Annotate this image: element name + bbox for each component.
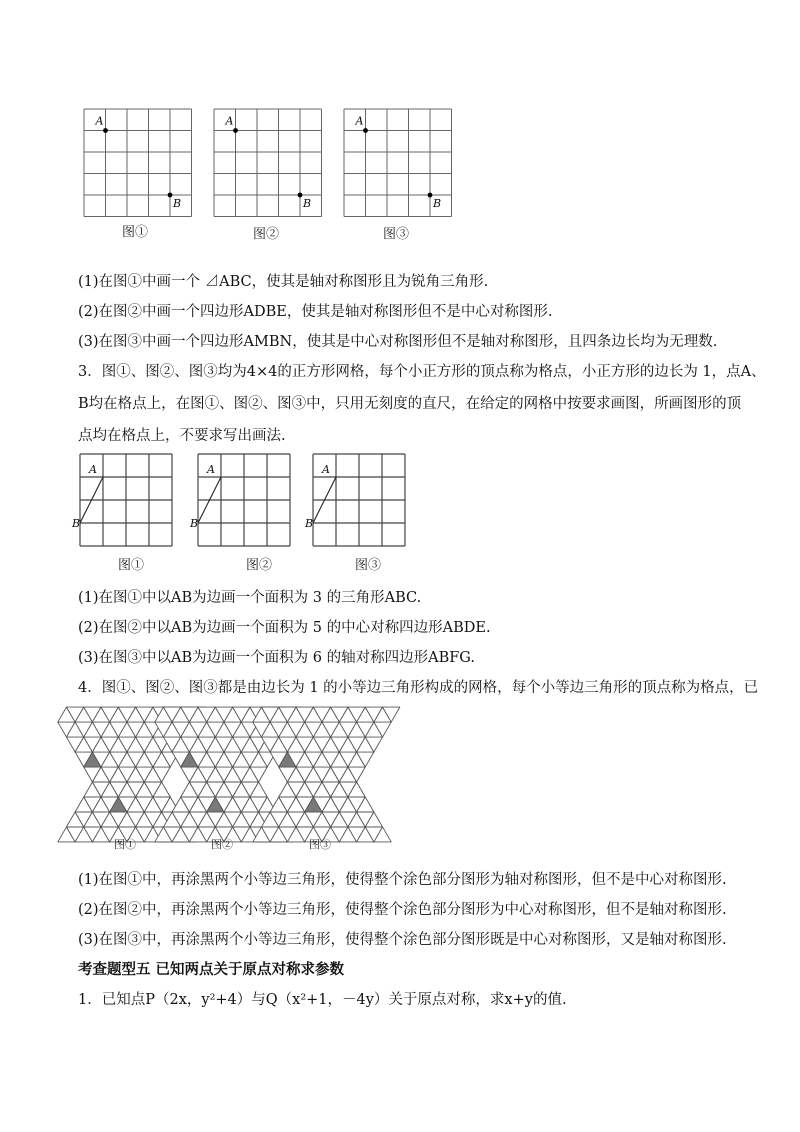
- q2-caption-2: 图②: [253, 227, 280, 242]
- point-a-dot: [363, 128, 368, 133]
- point-b-label: B: [303, 197, 312, 210]
- q2-figure-3: [340, 105, 450, 215]
- point-b-label: B: [305, 517, 314, 530]
- point-b-label: B: [190, 517, 199, 530]
- q3-figure-1: [72, 452, 182, 548]
- q4-part-3: (3)在图③中，再涂黑两个小等边三角形，使得整个涂色部分图形既是中心对称图形，又是轴对称图形.: [78, 932, 727, 948]
- q4-line-1: 4．图①、图②、图③都是由边长为 1 的小等边三角形构成的网格，每个小等边三角形的顶点称为格点，已: [78, 680, 759, 696]
- q4-caption-1: 图①: [114, 838, 136, 851]
- point-b-dot: [168, 193, 173, 198]
- q3-part-1: (1)在图①中以AB为边画一个面积为 3 的三角形ABC.: [78, 590, 422, 606]
- q4-figure-row: [0, 730, 800, 860]
- point-a-label: A: [225, 114, 234, 128]
- q3-grid-1: [72, 452, 182, 548]
- point-a-label: A: [322, 463, 330, 476]
- point-b-label: B: [173, 197, 182, 210]
- q4-part-2: (2)在图②中，再涂黑两个小等边三角形，使得整个涂色部分图形为中心对称图形，但不是轴对称图形.: [78, 902, 727, 918]
- q3-grid-3: [305, 452, 415, 548]
- q3-line-3: 点均在格点上，不要求写出画法.: [78, 428, 286, 444]
- q3-figure-2: [190, 452, 300, 548]
- q4-figure-1: [75, 736, 179, 828]
- q3-part-3: (3)在图③中以AB为边画一个面积为 6 的轴对称四边形ABFG.: [78, 650, 475, 666]
- q4-star-1: [75, 736, 179, 828]
- point-b-label: B: [433, 197, 442, 210]
- q4-figure-3: [270, 736, 374, 828]
- point-b-label: B: [72, 517, 81, 530]
- point-a-label: A: [355, 114, 364, 128]
- q2-figure-1: [80, 105, 190, 215]
- q4-caption-2: 图②: [211, 838, 233, 851]
- q3-line-1: 3．图①、图②、图③均为4×4的正方形网格，每个小正方形的顶点称为格点，小正方形的边长为 1，点A、: [78, 364, 766, 380]
- q3-part-2: (2)在图②中以AB为边画一个面积为 5 的中心对称四边形ABDE.: [78, 620, 491, 636]
- q3-caption-3: 图③: [355, 558, 382, 573]
- q3-caption-1: 图①: [118, 558, 145, 573]
- q4-figure-2: [172, 736, 276, 828]
- q2-figure-row: [0, 100, 800, 250]
- q4-caption-3: 图③: [309, 838, 331, 851]
- section-5-heading: 考查题型五 已知两点关于原点对称求参数: [78, 962, 345, 978]
- q2-grid-2: [210, 105, 320, 215]
- q2-grid-1: [80, 105, 190, 215]
- q3-figure-row: [0, 450, 800, 580]
- section-5-question-1: 1．已知点P（2x，y²+4）与Q（x²+1，－4y）关于原点对称，求x+y的值.: [78, 992, 567, 1008]
- q2-caption-3: 图③: [383, 227, 410, 242]
- q3-figure-3: [305, 452, 415, 548]
- q2-caption-1: 图①: [122, 225, 149, 240]
- q4-star-2: [172, 736, 276, 828]
- point-a-label: A: [95, 114, 104, 128]
- q2-part-3: (3)在图③中画一个四边形AMBN，使其是中心对称图形但不是轴对称图形，且四条边长均为无理数.: [78, 334, 718, 350]
- point-a-label: A: [207, 463, 215, 476]
- q2-grid-3: [340, 105, 450, 215]
- q4-part-1: (1)在图①中，再涂黑两个小等边三角形，使得整个涂色部分图形为轴对称图形，但不是中心对称图形.: [78, 872, 727, 888]
- point-a-dot: [233, 128, 238, 133]
- q3-line-2: B均在格点上，在图①、图②、图③中，只用无刻度的直尺，在给定的网格中按要求画图，所画图形的顶: [78, 396, 742, 412]
- point-a-dot: [103, 128, 108, 133]
- q2-figure-2: [210, 105, 320, 215]
- q4-star-3: [270, 736, 374, 828]
- q3-grid-2: [190, 452, 300, 548]
- q2-part-1: (1)在图①中画一个 ⊿ABC，使其是轴对称图形且为锐角三角形.: [78, 274, 489, 290]
- point-b-dot: [298, 193, 303, 198]
- q3-caption-2: 图②: [246, 558, 273, 573]
- point-a-label: A: [89, 463, 97, 476]
- point-b-dot: [428, 193, 433, 198]
- q2-part-2: (2)在图②中画一个四边形ADBE，使其是轴对称图形但不是中心对称图形.: [78, 304, 553, 320]
